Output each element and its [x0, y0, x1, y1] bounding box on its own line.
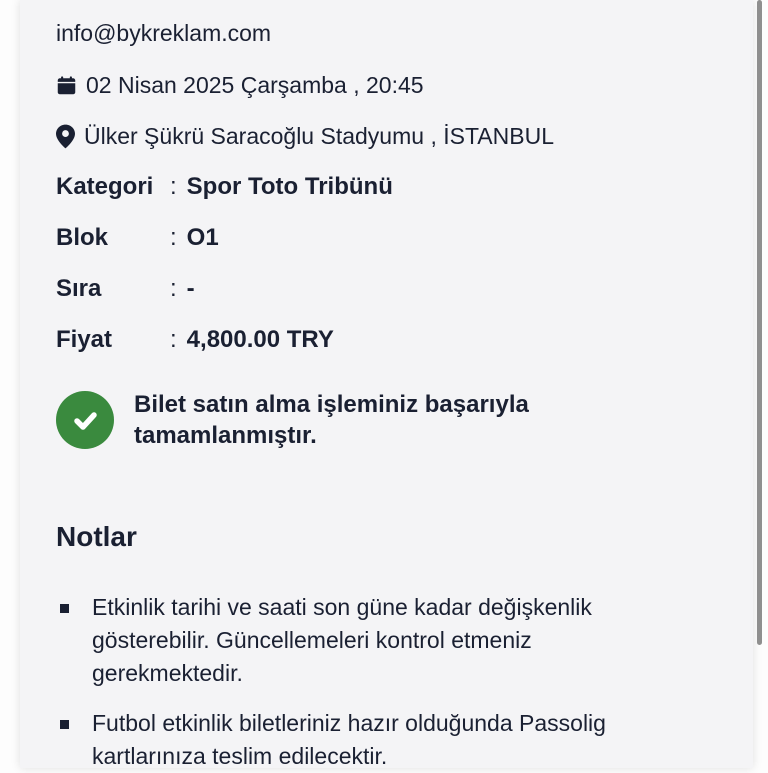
notes-title: Notlar [56, 521, 137, 552]
purchase-success-banner [56, 389, 733, 451]
detail-row-sira [56, 274, 733, 304]
detail-value: O1 [186, 224, 219, 251]
detail-value: Spor Toto Tribünü [186, 173, 393, 200]
bullet-icon [60, 720, 69, 729]
detail-row-blok [56, 223, 733, 253]
bullet-icon [60, 604, 69, 613]
note-item [56, 707, 676, 773]
note-text: Futbol etkinlik biletleriniz hazır olduğunda Passolig kartlarınıza teslim edilecektir. [92, 710, 606, 769]
detail-separator: : [170, 224, 177, 251]
success-message: Bilet satın alma işleminiz başarıyla tamamlanmıştır. [134, 391, 529, 449]
detail-label: Fiyat [56, 326, 113, 353]
detail-label: Blok [56, 224, 109, 251]
event-date: 02 Nisan 2025 Çarşamba , 20:45 [86, 71, 424, 98]
note-item [56, 591, 676, 690]
notes-list [56, 591, 733, 773]
detail-row-fiyat [56, 325, 733, 355]
detail-separator: : [170, 173, 177, 200]
detail-value: - [186, 275, 195, 302]
detail-label: Sıra [56, 275, 102, 302]
event-venue: Ülker Şükrü Saracoğlu Stadyumu , İSTANBUL [84, 122, 554, 149]
ticket-confirmation-panel [20, 0, 753, 768]
contact-email-row [56, 18, 733, 48]
check-circle-icon [56, 391, 114, 449]
event-date-row [56, 70, 733, 100]
calendar-icon [56, 75, 77, 96]
note-text: Etkinlik tarihi ve saati son güne kadar değişkenlik gösterebilir. Güncellemeleri kontrol etmeniz gerekmektedir. [92, 594, 592, 686]
location-pin-icon [56, 124, 75, 149]
detail-separator: : [170, 275, 177, 302]
event-venue-row [56, 121, 733, 151]
vertical-scrollbar-thumb[interactable] [757, 0, 762, 645]
detail-value: 4,800.00 TRY [186, 326, 334, 353]
detail-label: Kategori [56, 173, 154, 200]
contact-email: info@bykreklam.com [56, 19, 272, 46]
detail-separator: : [170, 326, 177, 353]
detail-row-kategori [56, 172, 733, 202]
